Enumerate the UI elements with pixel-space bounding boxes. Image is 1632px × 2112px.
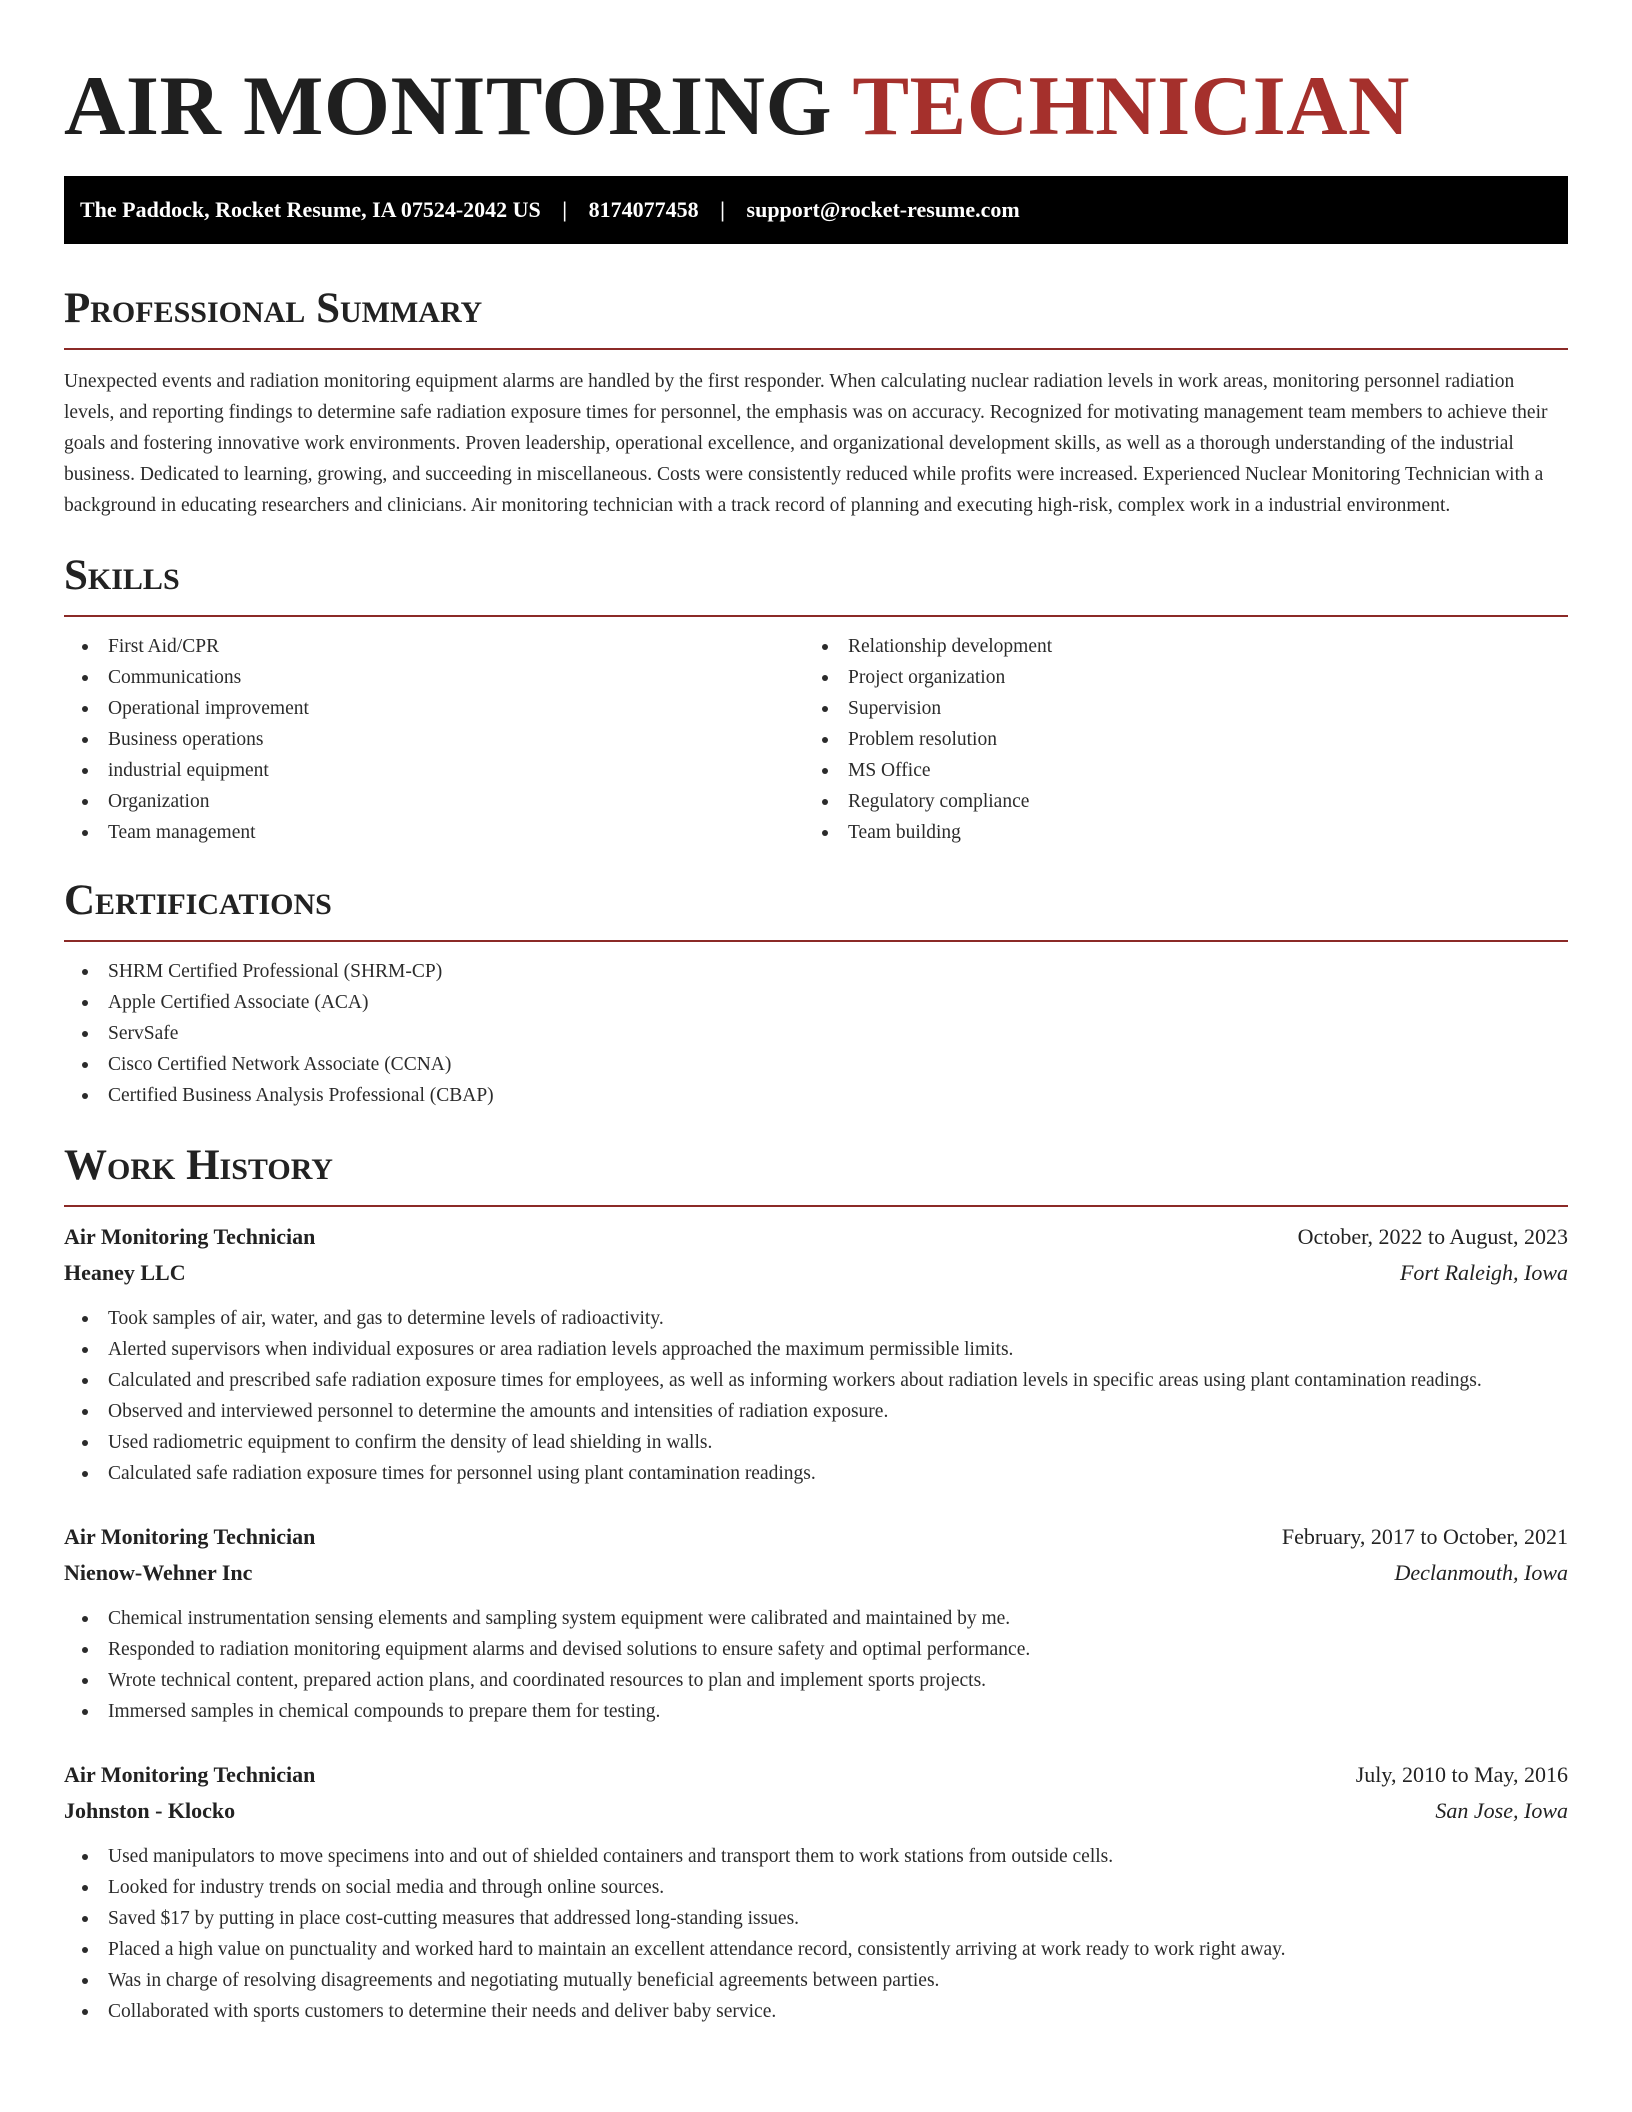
job-company: Heaney LLC (64, 1260, 186, 1285)
work-history-list (64, 1219, 1568, 2027)
job-title: Air Monitoring Technician (64, 1762, 316, 1787)
contact-separator: | (720, 197, 726, 222)
resume-title (64, 56, 1568, 156)
skill-item: Communications (64, 662, 804, 693)
job-location: Fort Raleigh, Iowa (1399, 1260, 1568, 1285)
job-bullet: Used manipulators to move specimens into and out of shielded containers and transport them to work stations from outside cells. (64, 1841, 1568, 1872)
skill-item: First Aid/CPR (64, 631, 804, 662)
skill-item: Relationship development (804, 631, 1544, 662)
contact-email[interactable]: support@rocket-resume.com (746, 197, 1020, 222)
job-company: Johnston - Klocko (64, 1798, 236, 1823)
section-heading-summary: Professional Summary (64, 284, 1568, 350)
skill-item: Organization (64, 786, 804, 817)
skill-item: Operational improvement (64, 693, 804, 724)
job-dates: February, 2017 to October, 2021 (1281, 1524, 1568, 1549)
skill-item: Problem resolution (804, 724, 1544, 755)
job-company-row (64, 1255, 1568, 1291)
skill-item: Regulatory compliance (804, 786, 1544, 817)
contact-phone[interactable]: 8174077458 (588, 197, 699, 222)
job-bullet: Collaborated with sports customers to determine their needs and deliver baby service. (64, 1996, 1568, 2027)
job-location: Declanmouth, Iowa (1394, 1560, 1568, 1585)
job-company-row (64, 1555, 1568, 1591)
job-bullet: Looked for industry trends on social media and through online sources. (64, 1872, 1568, 1903)
skill-item: Team management (64, 817, 804, 848)
job-entry (64, 1757, 1568, 2027)
job-dates: October, 2022 to August, 2023 (1297, 1224, 1568, 1249)
job-bullet: Saved $17 by putting in place cost-cutting measures that addressed long-standing issues. (64, 1903, 1568, 1934)
job-header-row (64, 1519, 1568, 1555)
job-bullet: Immersed samples in chemical compounds to prepare them for testing. (64, 1696, 1568, 1727)
certification-item: Apple Certified Associate (ACA) (64, 987, 1568, 1018)
section-heading-certifications: Certifications (64, 876, 1568, 942)
job-location: San Jose, Iowa (1435, 1798, 1568, 1823)
certifications-list (64, 956, 1568, 1111)
section-heading-work-history: Work History (64, 1141, 1568, 1207)
job-company-row (64, 1793, 1568, 1829)
job-bullet: Took samples of air, water, and gas to determine levels of radioactivity. (64, 1303, 1568, 1334)
job-company: Nienow-Wehner Inc (64, 1560, 253, 1585)
job-bullet: Alerted supervisors when individual exposures or area radiation levels approached the maximum permissible limits. (64, 1334, 1568, 1365)
skill-item: industrial equipment (64, 755, 804, 786)
contact-separator: | (562, 197, 568, 222)
skills-list-left (64, 631, 804, 848)
skill-item: Supervision (804, 693, 1544, 724)
job-bullet: Responded to radiation monitoring equipment alarms and devised solutions to ensure safety and optimal performance. (64, 1634, 1568, 1665)
job-title: Air Monitoring Technician (64, 1224, 316, 1249)
job-entry (64, 1519, 1568, 1727)
job-bullet: Calculated safe radiation exposure times for personnel using plant contamination readings. (64, 1458, 1568, 1489)
job-bullet: Was in charge of resolving disagreements and negotiating mutually beneficial agreements between parties. (64, 1965, 1568, 1996)
skill-item: Business operations (64, 724, 804, 755)
job-header-row (64, 1219, 1568, 1255)
certification-item: Certified Business Analysis Professional (CBAP) (64, 1080, 1568, 1111)
job-entry (64, 1219, 1568, 1489)
section-heading-skills: Skills (64, 551, 1568, 617)
job-bullet: Placed a high value on punctuality and worked hard to maintain an excellent attendance record, consistently arriving at work ready to work right away. (64, 1934, 1568, 1965)
title-main: AIR MONITORING (64, 59, 833, 153)
job-bullet: Calculated and prescribed safe radiation exposure times for employees, as well as informing workers about radiation levels in specific areas using plant contamination readings. (64, 1365, 1568, 1396)
job-bullet: Used radiometric equipment to confirm the density of lead shielding in walls. (64, 1427, 1568, 1458)
summary-text: Unexpected events and radiation monitoring equipment alarms are handled by the first responder. When calculating nuclear radiation levels in work areas, monitoring personnel radiation levels, and reporting findings to determine safe radiation exposure times for personnel, the emphasis was on accuracy. Recognized for motivating management team members to achieve their goals and fostering innovative work environments. Proven leadership, operational excellence, and organizational development skills, as well as a thorough understanding of the industrial business. Dedicated to learning, growing, and succeeding in miscellaneous. Costs were consistently reduced while profits were increased. Experienced Nuclear Monitoring Technician with a background in educating researchers and clinicians. Air monitoring technician with a track record of planning and executing high-risk, complex work in a industrial environment. (64, 371, 1548, 516)
resume-page (64, 0, 1568, 2027)
certification-item: Cisco Certified Network Associate (CCNA) (64, 1049, 1568, 1080)
skill-item: Team building (804, 817, 1544, 848)
job-title: Air Monitoring Technician (64, 1524, 316, 1549)
skill-item: MS Office (804, 755, 1544, 786)
contact-address: The Paddock, Rocket Resume, IA 07524-2042 US (80, 197, 541, 222)
job-bullets (64, 1841, 1568, 2027)
job-header-row (64, 1757, 1568, 1793)
job-bullet: Wrote technical content, prepared action plans, and coordinated resources to plan and implement sports projects. (64, 1665, 1568, 1696)
skills-list-right (804, 631, 1544, 848)
skills-grid (64, 617, 1568, 848)
certification-item: ServSafe (64, 1018, 1568, 1049)
certification-item: SHRM Certified Professional (SHRM-CP) (64, 956, 1568, 987)
skill-item: Project organization (804, 662, 1544, 693)
job-bullets (64, 1603, 1568, 1727)
job-bullet: Chemical instrumentation sensing elements and sampling system equipment were calibrated and maintained by me. (64, 1603, 1568, 1634)
title-accent: TECHNICIAN (852, 59, 1410, 153)
job-bullet: Observed and interviewed personnel to determine the amounts and intensities of radiation exposure. (64, 1396, 1568, 1427)
job-dates: July, 2010 to May, 2016 (1355, 1762, 1568, 1787)
contact-bar (64, 176, 1568, 244)
job-bullets (64, 1303, 1568, 1489)
